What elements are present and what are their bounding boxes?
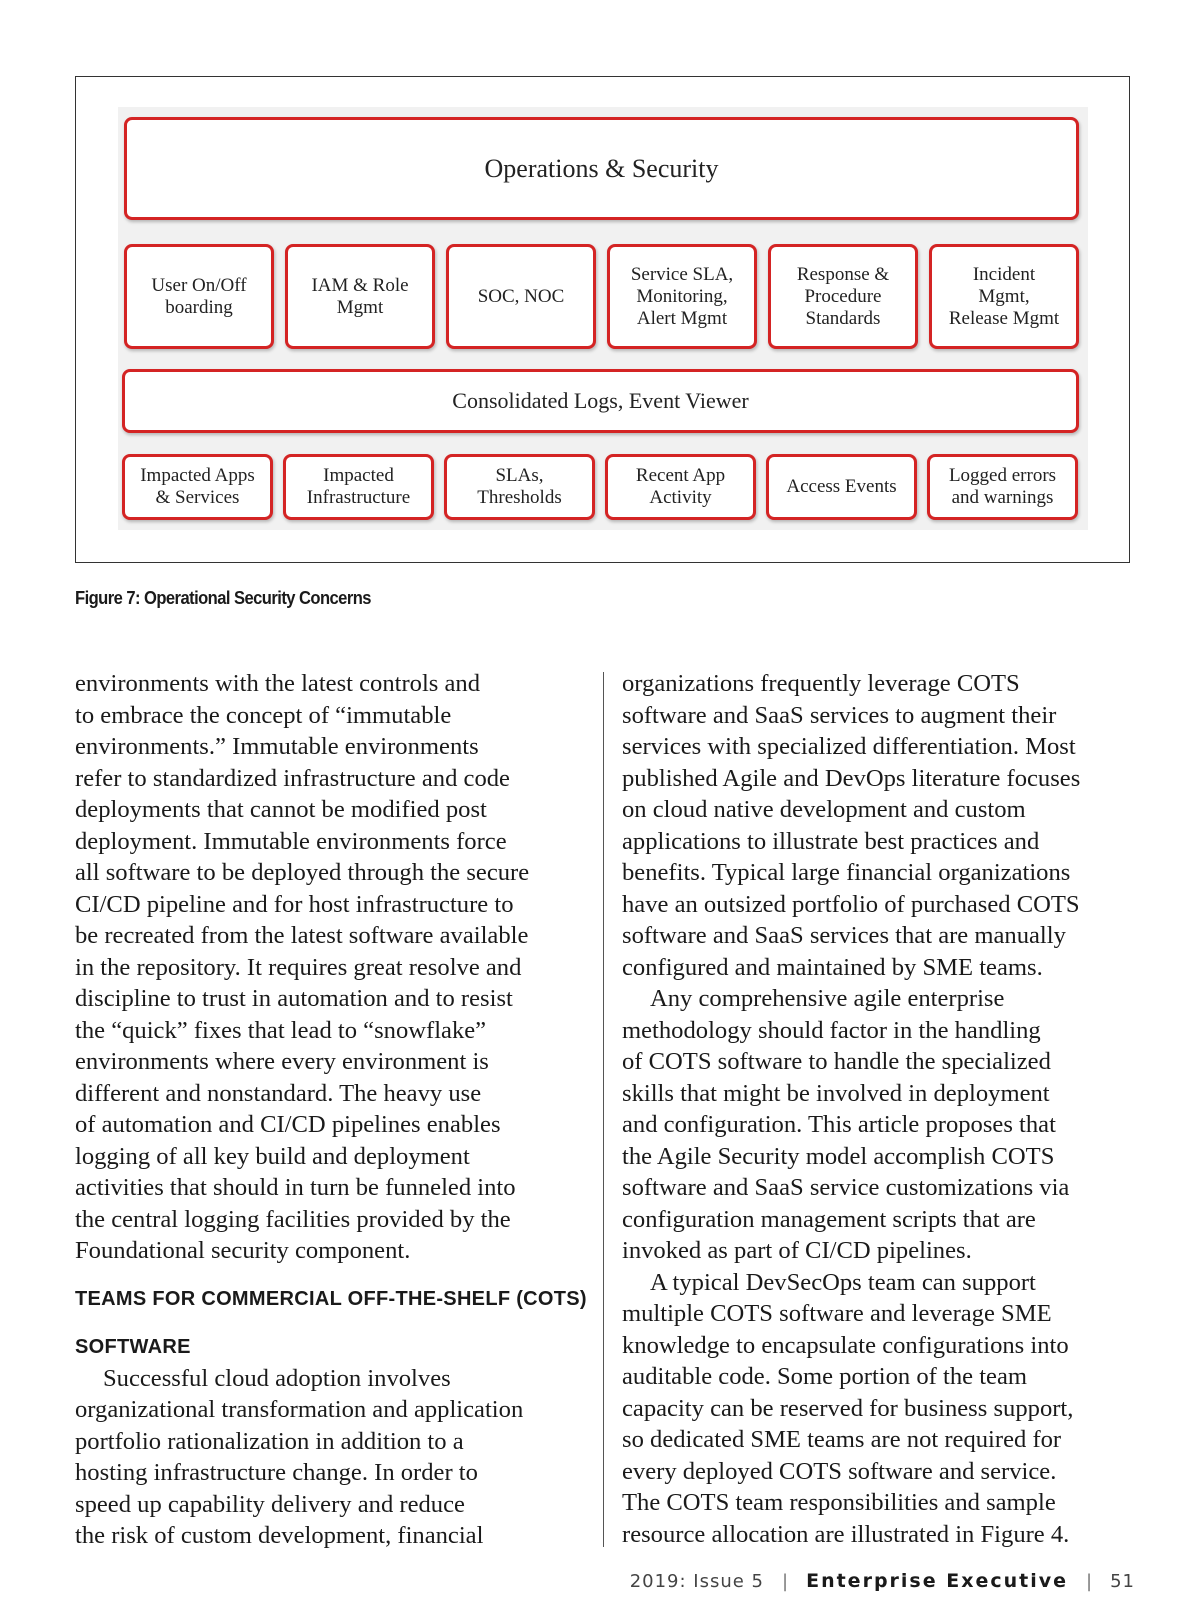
- right-column: [622, 668, 1132, 1550]
- text-line: configured and maintained by SME teams.: [622, 953, 1043, 981]
- text-line: the Agile Security model accomplish COTS: [622, 1142, 1055, 1170]
- box-label-line: IAM & Role: [311, 274, 409, 296]
- log-source-box: [444, 454, 595, 520]
- section-heading: [75, 1284, 585, 1363]
- text-line: to embrace the concept of “immutable: [75, 701, 452, 729]
- text-line: resource allocation are illustrated in Figure 4.: [622, 1520, 1070, 1548]
- text-line: software and SaaS service customizations via: [622, 1174, 1070, 1201]
- text-line: Any comprehensive agile enterprise: [650, 985, 1005, 1012]
- text-line: multiple COTS software and leverage SME: [622, 1300, 1052, 1327]
- box-label-line: Activity: [649, 487, 712, 508]
- text-line: and configuration. This article proposes that: [622, 1111, 1056, 1138]
- box-label-line: Mgmt,: [978, 285, 1030, 307]
- concern-box: [929, 244, 1079, 349]
- log-source-box: [122, 454, 273, 520]
- text-line: deployments that cannot be modified post: [75, 796, 487, 823]
- paragraph: [622, 983, 1132, 1267]
- log-source-box: [605, 454, 756, 520]
- text-line: invoked as part of CI/CD pipelines.: [622, 1237, 972, 1264]
- text-line: benefits. Typical large financial organizations: [622, 859, 1071, 886]
- heading-line: SOFTWARE: [75, 1335, 191, 1358]
- text-line: the “quick” fixes that lead to “snowflake”: [75, 1016, 487, 1044]
- box-label-line: Impacted: [323, 465, 394, 486]
- text-line: discipline to trust in automation and to resist: [75, 985, 513, 1012]
- text-line: speed up capability delivery and reduce: [75, 1490, 465, 1518]
- paragraph: [75, 668, 585, 1267]
- box-label-line: Response &: [796, 263, 890, 285]
- paragraph: [75, 1363, 585, 1552]
- box-label-line: Recent App: [635, 465, 726, 486]
- box-label-line: Procedure: [804, 285, 882, 307]
- concern-box: [446, 244, 596, 349]
- text-line: capacity can be reserved for business support,: [622, 1394, 1074, 1422]
- page-footer: [630, 1570, 1135, 1592]
- text-line: environments with the latest controls and: [75, 670, 481, 697]
- text-line: the risk of custom development, financial: [75, 1522, 484, 1549]
- text-line: refer to standardized infrastructure and code: [75, 764, 510, 792]
- text-line: hosting infrastructure change. In order to: [75, 1459, 478, 1486]
- text-line: activities that should in turn be funneled into: [75, 1174, 516, 1201]
- box-label-line: Thresholds: [477, 487, 562, 508]
- box-label-line: User On/Off: [151, 274, 247, 296]
- box-label-line: Impacted Apps: [140, 465, 255, 486]
- text-line: CI/CD pipeline and for host infrastructure to: [75, 890, 514, 918]
- text-line: organizational transformation and application: [75, 1396, 524, 1423]
- text-line: environments.” Immutable environments: [75, 733, 479, 760]
- text-line: all software to be deployed through the secure: [75, 859, 530, 886]
- concern-box: [607, 244, 757, 349]
- box-label-line: Monitoring,: [636, 285, 728, 307]
- text-line: on cloud native development and custom: [622, 796, 1026, 823]
- box-label-line: Service SLA,: [630, 263, 734, 285]
- text-line: environments where every environment is: [75, 1048, 489, 1075]
- column-divider: [603, 672, 604, 1547]
- box-label-line: boarding: [165, 296, 233, 318]
- operations-security-diagram: [118, 107, 1088, 530]
- text-line: Successful cloud adoption involves: [103, 1364, 451, 1392]
- text-line: Foundational security component.: [75, 1237, 411, 1264]
- text-line: the central logging facilities provided by the: [75, 1205, 511, 1233]
- text-line: auditable code. Some portion of the team: [622, 1363, 1027, 1390]
- text-line: different and nonstandard. The heavy use: [75, 1079, 482, 1107]
- issue-label: 2019: Issue 5: [629, 1570, 765, 1592]
- text-line: of COTS software to handle the specialized: [622, 1048, 1051, 1075]
- text-line: have an outsized portfolio of purchased COTS: [622, 890, 1080, 918]
- concern-box: [285, 244, 435, 349]
- text-line: in the repository. It requires great resolve and: [75, 953, 522, 981]
- footer-separator: |: [1086, 1570, 1093, 1592]
- text-line: of automation and CI/CD pipelines enables: [75, 1111, 501, 1138]
- left-column: [75, 668, 585, 1552]
- text-line: configuration management scripts that are: [622, 1205, 1036, 1233]
- text-line: The COTS team responsibilities and sample: [622, 1489, 1056, 1516]
- page-number: 51: [1110, 1570, 1135, 1592]
- text-line: software and SaaS services to augment their: [622, 701, 1057, 729]
- text-line: services with specialized differentiation. Most: [622, 733, 1076, 760]
- box-label-line: and warnings: [951, 487, 1054, 508]
- log-source-box: [927, 454, 1078, 520]
- log-source-box: [283, 454, 434, 520]
- box-label-line: Mgmt: [336, 296, 384, 318]
- text-line: organizations frequently leverage COTS: [622, 670, 1020, 697]
- text-line: applications to illustrate best practices and: [622, 827, 1040, 855]
- box-label-line: Infrastructure: [306, 487, 411, 508]
- box-label-line: SOC, NOC: [477, 285, 565, 307]
- publication-name: Enterprise Executive: [806, 1570, 1069, 1592]
- box-label-line: Release Mgmt: [948, 307, 1060, 329]
- text-line: logging of all key build and deployment: [75, 1142, 470, 1170]
- text-line: knowledge to encapsulate configurations into: [622, 1331, 1069, 1359]
- operations-security-box: Operations & Security: [124, 117, 1079, 220]
- box-label-line: Incident: [972, 263, 1036, 285]
- text-line: every deployed COTS software and service.: [622, 1457, 1057, 1485]
- log-source-box: [766, 454, 917, 520]
- text-line: skills that might be involved in deployment: [622, 1079, 1050, 1107]
- text-line: deployment. Immutable environments force: [75, 827, 507, 855]
- figure-frame: [75, 76, 1130, 563]
- text-line: A typical DevSecOps team can support: [650, 1268, 1036, 1296]
- text-line: portfolio rationalization in addition to a: [75, 1427, 464, 1455]
- concern-box: [124, 244, 274, 349]
- text-line: so dedicated SME teams are not required for: [622, 1426, 1062, 1453]
- heading-line: TEAMS FOR COMMERCIAL OFF-THE-SHELF (COTS): [75, 1287, 587, 1310]
- box-label-line: Logged errors: [948, 465, 1057, 486]
- paragraph: [622, 1267, 1132, 1551]
- text-line: published Agile and DevOps literature focuses: [622, 764, 1081, 792]
- text-line: software and SaaS services that are manually: [622, 922, 1066, 949]
- footer-separator: |: [782, 1570, 789, 1592]
- text-line: be recreated from the latest software available: [75, 922, 529, 949]
- concern-box: [768, 244, 918, 349]
- consolidated-logs-box: Consolidated Logs, Event Viewer: [122, 369, 1079, 433]
- paragraph: [622, 668, 1132, 983]
- box-label-line: & Services: [155, 487, 240, 508]
- box-label-line: Standards: [805, 307, 881, 329]
- text-line: methodology should factor in the handling: [622, 1016, 1041, 1044]
- box-label-line: Alert Mgmt: [636, 307, 728, 329]
- box-label-line: Access Events: [786, 476, 897, 497]
- figure-caption: Figure 7: Operational Security Concerns: [75, 588, 371, 608]
- box-label-line: SLAs,: [495, 465, 544, 486]
